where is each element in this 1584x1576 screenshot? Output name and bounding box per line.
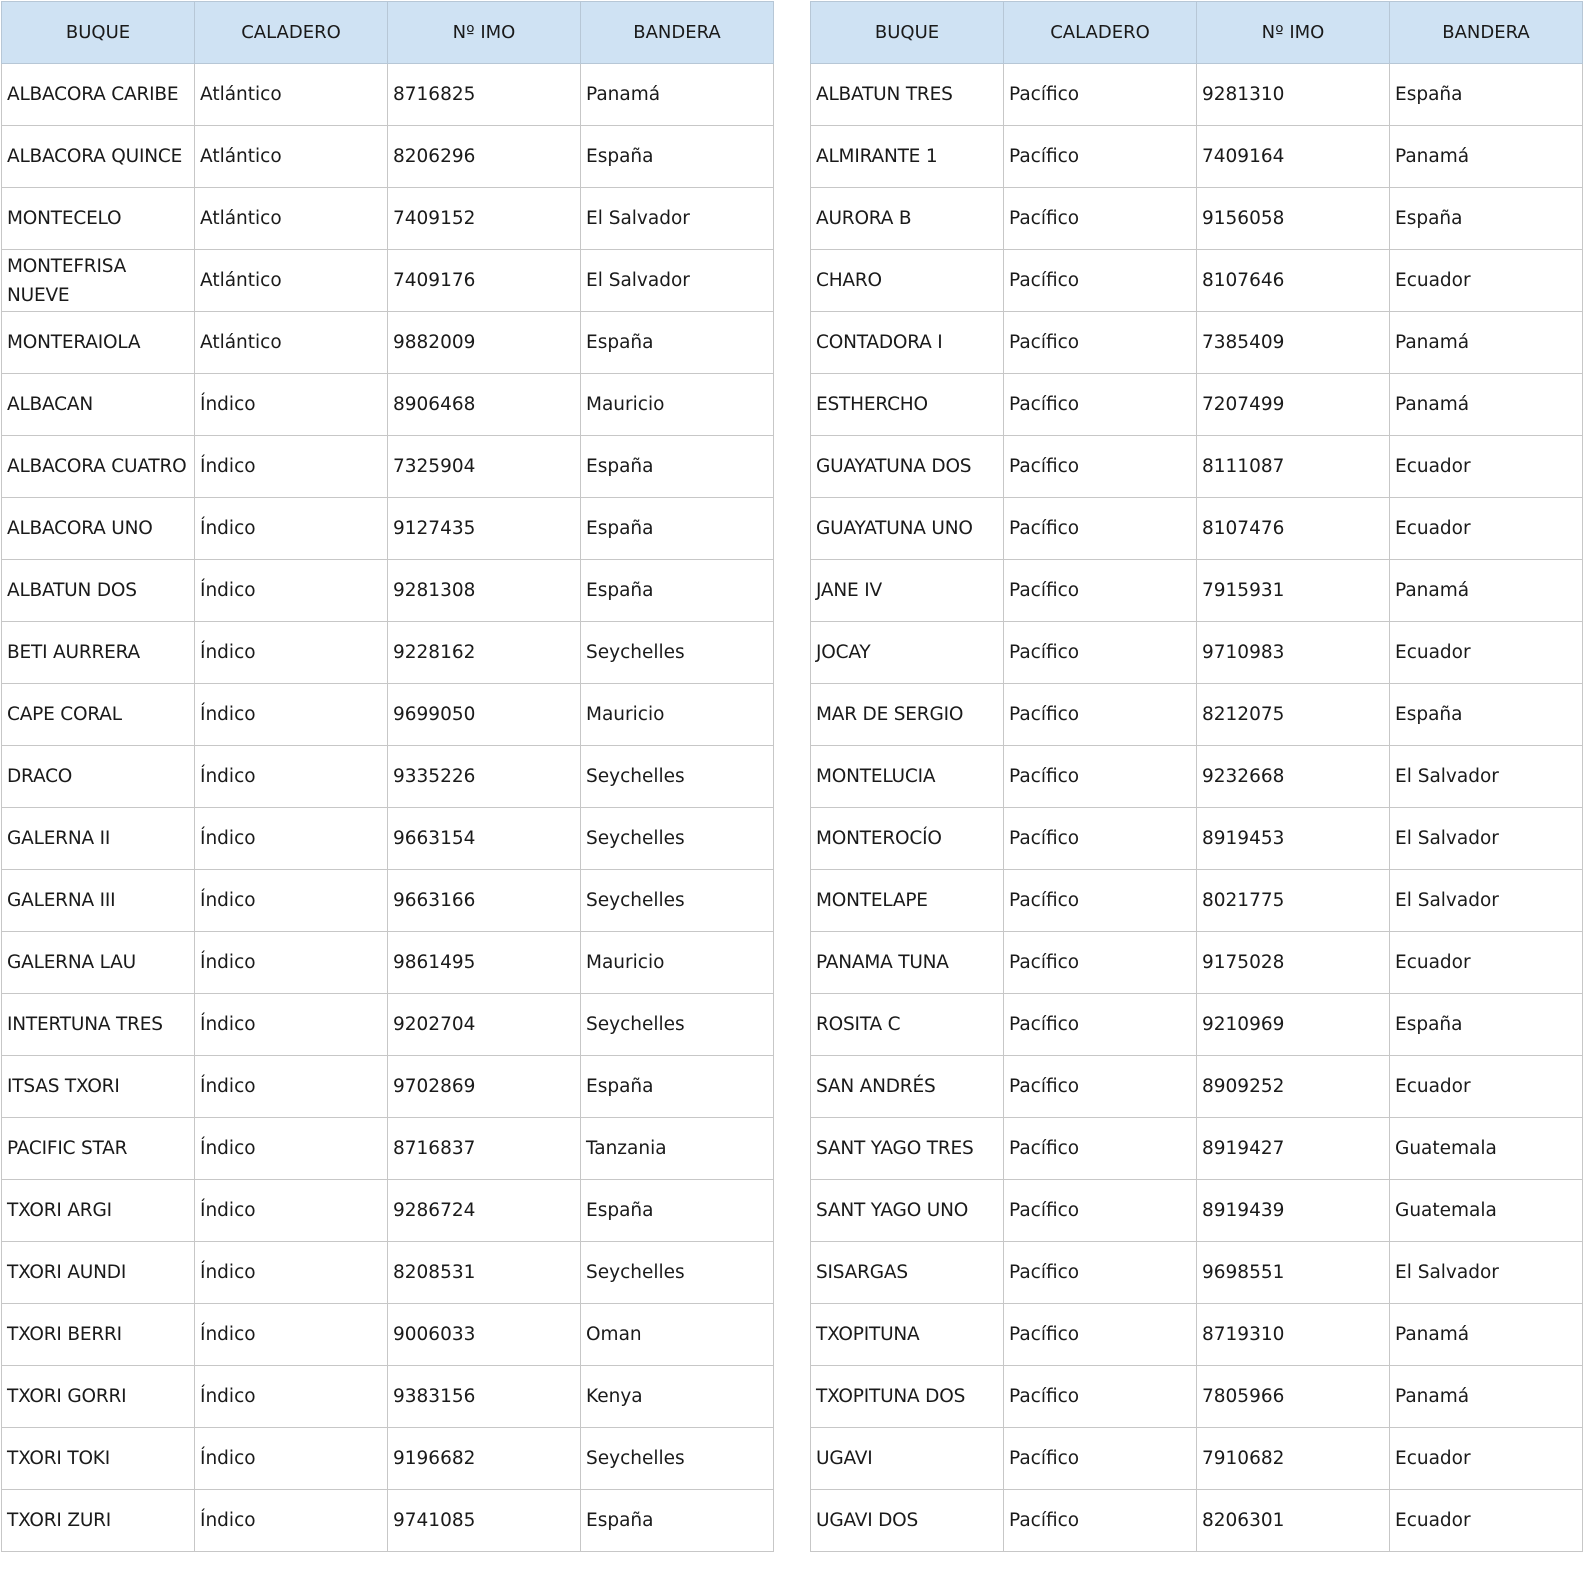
cell-buque: TXORI TOKI [2, 1428, 195, 1490]
cell-imo: 9281308 [388, 560, 581, 622]
cell-bandera: España [581, 498, 774, 560]
cell-caladero: Pacífico [1004, 746, 1197, 808]
cell-caladero: Pacífico [1004, 622, 1197, 684]
cell-bandera: Seychelles [581, 994, 774, 1056]
table-row [2, 374, 774, 436]
cell-caladero: Atlántico [195, 64, 388, 126]
cell-imo: 9698551 [1197, 1242, 1390, 1304]
table-row [2, 1242, 774, 1304]
cell-bandera: Seychelles [581, 1242, 774, 1304]
table-row [811, 560, 1583, 622]
table-row [811, 622, 1583, 684]
cell-buque: GUAYATUNA DOS [811, 436, 1004, 498]
cell-imo: 9210969 [1197, 994, 1390, 1056]
cell-imo: 9699050 [388, 684, 581, 746]
table-header-row [811, 2, 1583, 64]
cell-bandera: El Salvador [1390, 1242, 1583, 1304]
cell-imo: 7910682 [1197, 1428, 1390, 1490]
cell-imo: 9335226 [388, 746, 581, 808]
cell-imo: 9281310 [1197, 64, 1390, 126]
cell-caladero: Atlántico [195, 188, 388, 250]
cell-bandera: Seychelles [581, 808, 774, 870]
cell-bandera: Guatemala [1390, 1180, 1583, 1242]
table-row [811, 312, 1583, 374]
cell-buque: JOCAY [811, 622, 1004, 684]
cell-caladero: Índico [195, 1180, 388, 1242]
table-row [811, 808, 1583, 870]
table-row [2, 622, 774, 684]
table-row [2, 932, 774, 994]
table-row [811, 932, 1583, 994]
cell-buque: MONTELAPE [811, 870, 1004, 932]
cell-bandera: Panamá [1390, 1366, 1583, 1428]
cell-bandera: Seychelles [581, 746, 774, 808]
cell-bandera: España [581, 1056, 774, 1118]
cell-buque: MONTECELO [2, 188, 195, 250]
cell-imo: 9286724 [388, 1180, 581, 1242]
table-row [2, 808, 774, 870]
cell-buque: ROSITA C [811, 994, 1004, 1056]
cell-imo: 8107646 [1197, 250, 1390, 312]
cell-buque: MONTEROCÍO [811, 808, 1004, 870]
column-header-bandera: BANDERA [581, 2, 774, 64]
cell-caladero: Índico [195, 994, 388, 1056]
cell-imo: 9228162 [388, 622, 581, 684]
cell-bandera: España [1390, 64, 1583, 126]
cell-buque: GUAYATUNA UNO [811, 498, 1004, 560]
cell-buque: CHARO [811, 250, 1004, 312]
column-header-bandera: BANDERA [1390, 2, 1583, 64]
cell-bandera: Ecuador [1390, 622, 1583, 684]
cell-caladero: Índico [195, 622, 388, 684]
cell-buque: MONTELUCIA [811, 746, 1004, 808]
table-body-right [811, 64, 1583, 1552]
table-row [811, 870, 1583, 932]
cell-caladero: Pacífico [1004, 994, 1197, 1056]
cell-buque: GALERNA LAU [2, 932, 195, 994]
cell-buque: PACIFIC STAR [2, 1118, 195, 1180]
table-row [2, 126, 774, 188]
cell-caladero: Índico [195, 1428, 388, 1490]
table-row [2, 312, 774, 374]
cell-buque: ALBACORA CUATRO [2, 436, 195, 498]
cell-caladero: Pacífico [1004, 188, 1197, 250]
cell-imo: 9710983 [1197, 622, 1390, 684]
cell-bandera: España [581, 560, 774, 622]
table-row [2, 436, 774, 498]
table-row [811, 64, 1583, 126]
cell-buque: DRACO [2, 746, 195, 808]
cell-imo: 7207499 [1197, 374, 1390, 436]
cell-buque: SISARGAS [811, 1242, 1004, 1304]
cell-bandera: El Salvador [1390, 870, 1583, 932]
cell-imo: 8208531 [388, 1242, 581, 1304]
cell-buque: ALBACORA CARIBE [2, 64, 195, 126]
cell-bandera: Guatemala [1390, 1118, 1583, 1180]
table-row [2, 1056, 774, 1118]
table-row [2, 1304, 774, 1366]
table-row [2, 188, 774, 250]
cell-buque: BETI AURRERA [2, 622, 195, 684]
column-header-caladero: CALADERO [1004, 2, 1197, 64]
cell-buque: ALBACORA UNO [2, 498, 195, 560]
cell-caladero: Índico [195, 1366, 388, 1428]
cell-bandera: Ecuador [1390, 250, 1583, 312]
cell-caladero: Pacífico [1004, 374, 1197, 436]
cell-caladero: Pacífico [1004, 312, 1197, 374]
cell-caladero: Atlántico [195, 312, 388, 374]
cell-caladero: Índico [195, 1056, 388, 1118]
cell-imo: 8021775 [1197, 870, 1390, 932]
cell-bandera: España [1390, 994, 1583, 1056]
cell-imo: 8206296 [388, 126, 581, 188]
cell-buque: UGAVI [811, 1428, 1004, 1490]
cell-buque: SANT YAGO TRES [811, 1118, 1004, 1180]
cell-caladero: Índico [195, 436, 388, 498]
cell-caladero: Pacífico [1004, 932, 1197, 994]
cell-bandera: Mauricio [581, 684, 774, 746]
cell-caladero: Índico [195, 684, 388, 746]
cell-bandera: Panamá [1390, 312, 1583, 374]
cell-caladero: Pacífico [1004, 498, 1197, 560]
cell-buque: UGAVI DOS [811, 1490, 1004, 1552]
vessel-table-left [1, 1, 774, 1552]
cell-bandera: España [581, 436, 774, 498]
cell-buque: TXORI ARGI [2, 1180, 195, 1242]
cell-buque: TXORI GORRI [2, 1366, 195, 1428]
cell-bandera: España [581, 1180, 774, 1242]
cell-imo: 8909252 [1197, 1056, 1390, 1118]
cell-bandera: Oman [581, 1304, 774, 1366]
cell-bandera: España [1390, 684, 1583, 746]
cell-buque: SANT YAGO UNO [811, 1180, 1004, 1242]
cell-buque: ITSAS TXORI [2, 1056, 195, 1118]
cell-bandera: Panamá [1390, 126, 1583, 188]
cell-bandera: Ecuador [1390, 1490, 1583, 1552]
cell-imo: 7409164 [1197, 126, 1390, 188]
cell-bandera: Seychelles [581, 870, 774, 932]
table-body-left [2, 64, 774, 1552]
table-row [811, 374, 1583, 436]
cell-caladero: Pacífico [1004, 1428, 1197, 1490]
table-row [2, 498, 774, 560]
cell-caladero: Índico [195, 746, 388, 808]
cell-imo: 9196682 [388, 1428, 581, 1490]
cell-bandera: Ecuador [1390, 498, 1583, 560]
cell-caladero: Atlántico [195, 126, 388, 188]
table-row [2, 1490, 774, 1552]
cell-buque: MONTERAIOLA [2, 312, 195, 374]
cell-imo: 9156058 [1197, 188, 1390, 250]
table-row [811, 1180, 1583, 1242]
cell-imo: 8919427 [1197, 1118, 1390, 1180]
table-row [811, 994, 1583, 1056]
cell-caladero: Índico [195, 808, 388, 870]
cell-buque: MAR DE SERGIO [811, 684, 1004, 746]
cell-buque: GALERNA III [2, 870, 195, 932]
cell-bandera: Panamá [581, 64, 774, 126]
cell-imo: 9702869 [388, 1056, 581, 1118]
table-row [2, 250, 774, 312]
cell-caladero: Pacífico [1004, 560, 1197, 622]
table-header-row [2, 2, 774, 64]
vessel-table-right [810, 1, 1583, 1552]
cell-buque: ALMIRANTE 1 [811, 126, 1004, 188]
cell-caladero: Índico [195, 932, 388, 994]
cell-imo: 8716825 [388, 64, 581, 126]
cell-imo: 7805966 [1197, 1366, 1390, 1428]
cell-buque: TXORI BERRI [2, 1304, 195, 1366]
cell-bandera: Panamá [1390, 374, 1583, 436]
cell-caladero: Atlántico [195, 250, 388, 312]
cell-imo: 7409152 [388, 188, 581, 250]
cell-buque: TXOPITUNA DOS [811, 1366, 1004, 1428]
cell-buque: TXORI AUNDI [2, 1242, 195, 1304]
table-row [811, 1428, 1583, 1490]
cell-imo: 9006033 [388, 1304, 581, 1366]
cell-bandera: Ecuador [1390, 1056, 1583, 1118]
cell-caladero: Pacífico [1004, 1180, 1197, 1242]
table-row [811, 126, 1583, 188]
cell-buque: ALBATUN DOS [2, 560, 195, 622]
cell-buque: MONTEFRISA NUEVE [2, 250, 195, 312]
cell-caladero: Índico [195, 870, 388, 932]
cell-imo: 9127435 [388, 498, 581, 560]
cell-buque: PANAMA TUNA [811, 932, 1004, 994]
cell-bandera: Panamá [1390, 560, 1583, 622]
table-row [811, 1056, 1583, 1118]
cell-bandera: Mauricio [581, 374, 774, 436]
cell-buque: ALBATUN TRES [811, 64, 1004, 126]
cell-caladero: Índico [195, 374, 388, 436]
cell-buque: ALBACORA QUINCE [2, 126, 195, 188]
cell-caladero: Pacífico [1004, 436, 1197, 498]
cell-caladero: Pacífico [1004, 250, 1197, 312]
cell-bandera: El Salvador [1390, 746, 1583, 808]
cell-caladero: Pacífico [1004, 1304, 1197, 1366]
table-row [811, 1242, 1583, 1304]
table-row [2, 994, 774, 1056]
table-row [2, 1180, 774, 1242]
cell-bandera: El Salvador [1390, 808, 1583, 870]
cell-buque: SAN ANDRÉS [811, 1056, 1004, 1118]
cell-buque: TXOPITUNA [811, 1304, 1004, 1366]
cell-buque: JANE IV [811, 560, 1004, 622]
cell-imo: 7325904 [388, 436, 581, 498]
cell-imo: 8716837 [388, 1118, 581, 1180]
table-row [2, 1428, 774, 1490]
table-row [811, 684, 1583, 746]
table-row [811, 1304, 1583, 1366]
column-header-buque: BUQUE [811, 2, 1004, 64]
cell-caladero: Índico [195, 1242, 388, 1304]
cell-imo: 7915931 [1197, 560, 1390, 622]
cell-imo: 9383156 [388, 1366, 581, 1428]
cell-imo: 8906468 [388, 374, 581, 436]
cell-bandera: España [1390, 188, 1583, 250]
cell-caladero: Índico [195, 498, 388, 560]
cell-caladero: Índico [195, 1490, 388, 1552]
cell-bandera: España [581, 126, 774, 188]
cell-caladero: Índico [195, 1118, 388, 1180]
cell-caladero: Pacífico [1004, 1242, 1197, 1304]
cell-caladero: Pacífico [1004, 1118, 1197, 1180]
cell-buque: ALBACAN [2, 374, 195, 436]
cell-caladero: Pacífico [1004, 684, 1197, 746]
table-row [811, 250, 1583, 312]
column-header-buque: BUQUE [2, 2, 195, 64]
column-header-caladero: CALADERO [195, 2, 388, 64]
cell-imo: 8111087 [1197, 436, 1390, 498]
cell-bandera: Mauricio [581, 932, 774, 994]
table-row [811, 1118, 1583, 1180]
column-header-imo: Nº IMO [1197, 2, 1390, 64]
cell-bandera: España [581, 1490, 774, 1552]
cell-bandera: Ecuador [1390, 932, 1583, 994]
cell-imo: 9861495 [388, 932, 581, 994]
cell-bandera: Seychelles [581, 622, 774, 684]
cell-buque: AURORA B [811, 188, 1004, 250]
table-row [2, 746, 774, 808]
table-row [811, 1366, 1583, 1428]
table-row [2, 1366, 774, 1428]
cell-imo: 7409176 [388, 250, 581, 312]
cell-caladero: Pacífico [1004, 126, 1197, 188]
cell-imo: 8212075 [1197, 684, 1390, 746]
cell-imo: 9202704 [388, 994, 581, 1056]
table-row [811, 746, 1583, 808]
cell-bandera: Ecuador [1390, 436, 1583, 498]
cell-buque: GALERNA II [2, 808, 195, 870]
cell-imo: 8919439 [1197, 1180, 1390, 1242]
cell-buque: CAPE CORAL [2, 684, 195, 746]
cell-caladero: Pacífico [1004, 1366, 1197, 1428]
cell-imo: 7385409 [1197, 312, 1390, 374]
cell-imo: 8107476 [1197, 498, 1390, 560]
table-row [2, 870, 774, 932]
cell-bandera: El Salvador [581, 250, 774, 312]
cell-buque: TXORI ZURI [2, 1490, 195, 1552]
table-row [2, 64, 774, 126]
cell-imo: 8206301 [1197, 1490, 1390, 1552]
column-header-imo: Nº IMO [388, 2, 581, 64]
cell-buque: CONTADORA I [811, 312, 1004, 374]
cell-bandera: Kenya [581, 1366, 774, 1428]
table-row [811, 1490, 1583, 1552]
cell-imo: 9232668 [1197, 746, 1390, 808]
table-row [2, 684, 774, 746]
cell-caladero: Pacífico [1004, 1056, 1197, 1118]
cell-bandera: España [581, 312, 774, 374]
table-row [811, 188, 1583, 250]
cell-caladero: Pacífico [1004, 1490, 1197, 1552]
cell-bandera: Panamá [1390, 1304, 1583, 1366]
cell-caladero: Pacífico [1004, 64, 1197, 126]
cell-imo: 9663166 [388, 870, 581, 932]
cell-bandera: Ecuador [1390, 1428, 1583, 1490]
table-row [2, 560, 774, 622]
table-row [811, 498, 1583, 560]
cell-buque: ESTHERCHO [811, 374, 1004, 436]
cell-imo: 9175028 [1197, 932, 1390, 994]
cell-caladero: Pacífico [1004, 870, 1197, 932]
table-row [811, 436, 1583, 498]
cell-imo: 9741085 [388, 1490, 581, 1552]
cell-imo: 8919453 [1197, 808, 1390, 870]
cell-caladero: Índico [195, 1304, 388, 1366]
cell-caladero: Índico [195, 560, 388, 622]
cell-caladero: Pacífico [1004, 808, 1197, 870]
table-row [2, 1118, 774, 1180]
cell-buque: INTERTUNA TRES [2, 994, 195, 1056]
cell-bandera: Seychelles [581, 1428, 774, 1490]
cell-bandera: El Salvador [581, 188, 774, 250]
cell-imo: 8719310 [1197, 1304, 1390, 1366]
cell-imo: 9882009 [388, 312, 581, 374]
cell-imo: 9663154 [388, 808, 581, 870]
cell-bandera: Tanzania [581, 1118, 774, 1180]
